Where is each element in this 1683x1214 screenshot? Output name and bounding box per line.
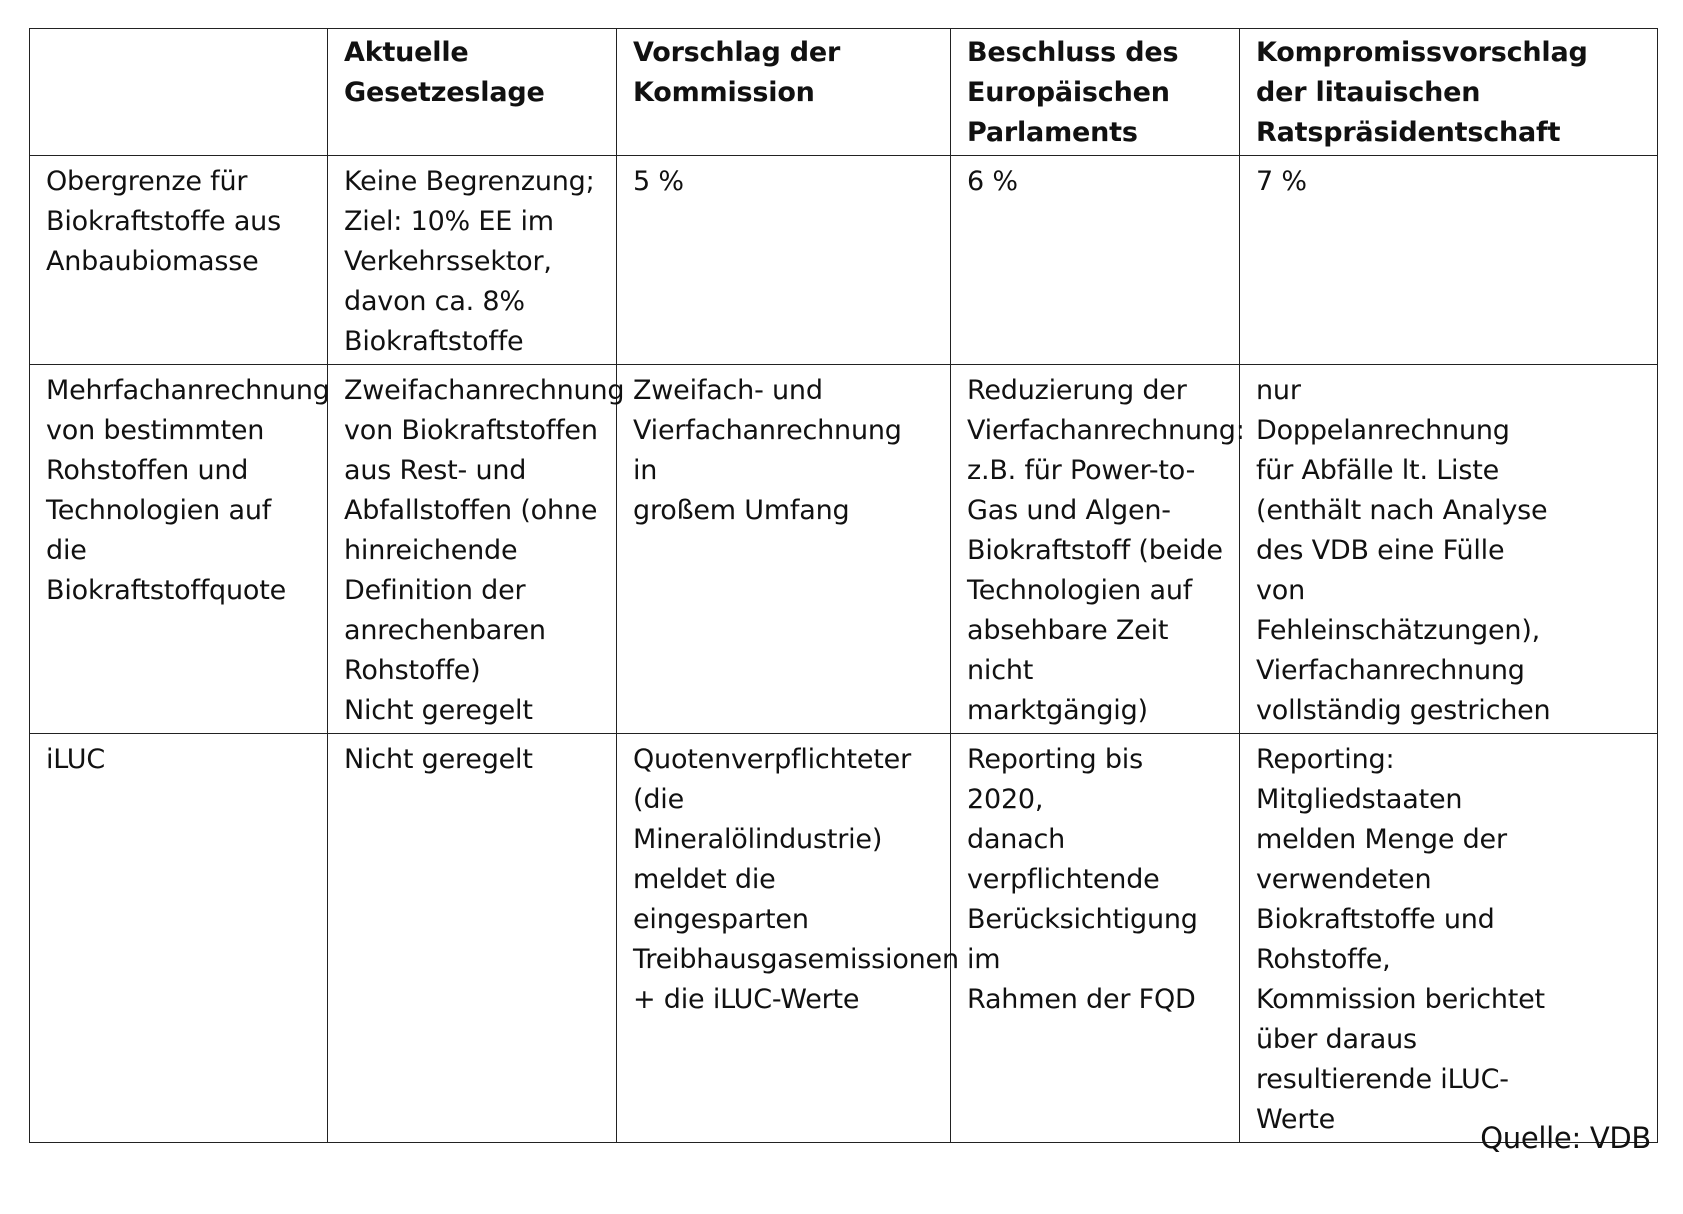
comparison-table-container [29,28,1657,1143]
table-cell: 6 % [951,156,1240,365]
header-cell-council-compromise: Kompromissvorschlag der litauischen Ratspräsidentschaft [1240,29,1658,156]
table-cell: Reporting bis 2020, danach verpflichtende Berücksichtigung im Rahmen der FQD [951,734,1240,1143]
table-cell: nur Doppelanrechnung für Abfälle lt. Liste (enthält nach Analyse des VDB eine Fülle von Fehleinschätzungen), Vierfachanrechnung vollständig gestrichen [1240,365,1658,734]
header-cell-parliament-decision: Beschluss des Europäischen Parlaments [951,29,1240,156]
table-row [30,734,1658,1143]
table-row [30,365,1658,734]
table-cell: 5 % [617,156,951,365]
table-cell: Zweifach- und Vierfachanrechnung in großem Umfang [617,365,951,734]
header-cell-commission-proposal: Vorschlag der Kommission [617,29,951,156]
table-header-row [30,29,1658,156]
comparison-table [29,28,1658,1143]
table-cell: Quotenverpflichteter (die Mineralölindustrie) meldet die eingesparten Treibhausgasemissionen + die iLUC-Werte [617,734,951,1143]
table-cell: Nicht geregelt [328,734,617,1143]
header-cell-empty [30,29,328,156]
table-cell: Keine Begrenzung; Ziel: 10% EE im Verkehrssektor, davon ca. 8% Biokraftstoffe [328,156,617,365]
row-label-cell: iLUC [30,734,328,1143]
table-cell: Reporting: Mitgliedstaaten melden Menge der verwendeten Biokraftstoffe und Rohstoffe, Kommission berichtet über daraus resultierende iLUC- Werte [1240,734,1658,1143]
header-cell-current-law: Aktuelle Gesetzeslage [328,29,617,156]
table-cell: Zweifachanrechnung von Biokraftstoffen aus Rest- und Abfallstoffen (ohne hinreichende Definition der anrechenbaren Rohstoffe) Nicht geregelt [328,365,617,734]
table-cell: Reduzierung der Vierfachanrechnung: z.B. für Power-to- Gas und Algen- Biokraftstoff (beide Technologien auf absehbare Zeit nicht marktgängig) [951,365,1240,734]
table-cell: 7 % [1240,156,1658,365]
source-note: Quelle: VDB [1480,1121,1651,1155]
table-row [30,156,1658,365]
row-label-cell: Mehrfachanrechnung von bestimmten Rohstoffen und Technologien auf die Biokraftstoffquote [30,365,328,734]
row-label-cell: Obergrenze für Biokraftstoffe aus Anbaubiomasse [30,156,328,365]
